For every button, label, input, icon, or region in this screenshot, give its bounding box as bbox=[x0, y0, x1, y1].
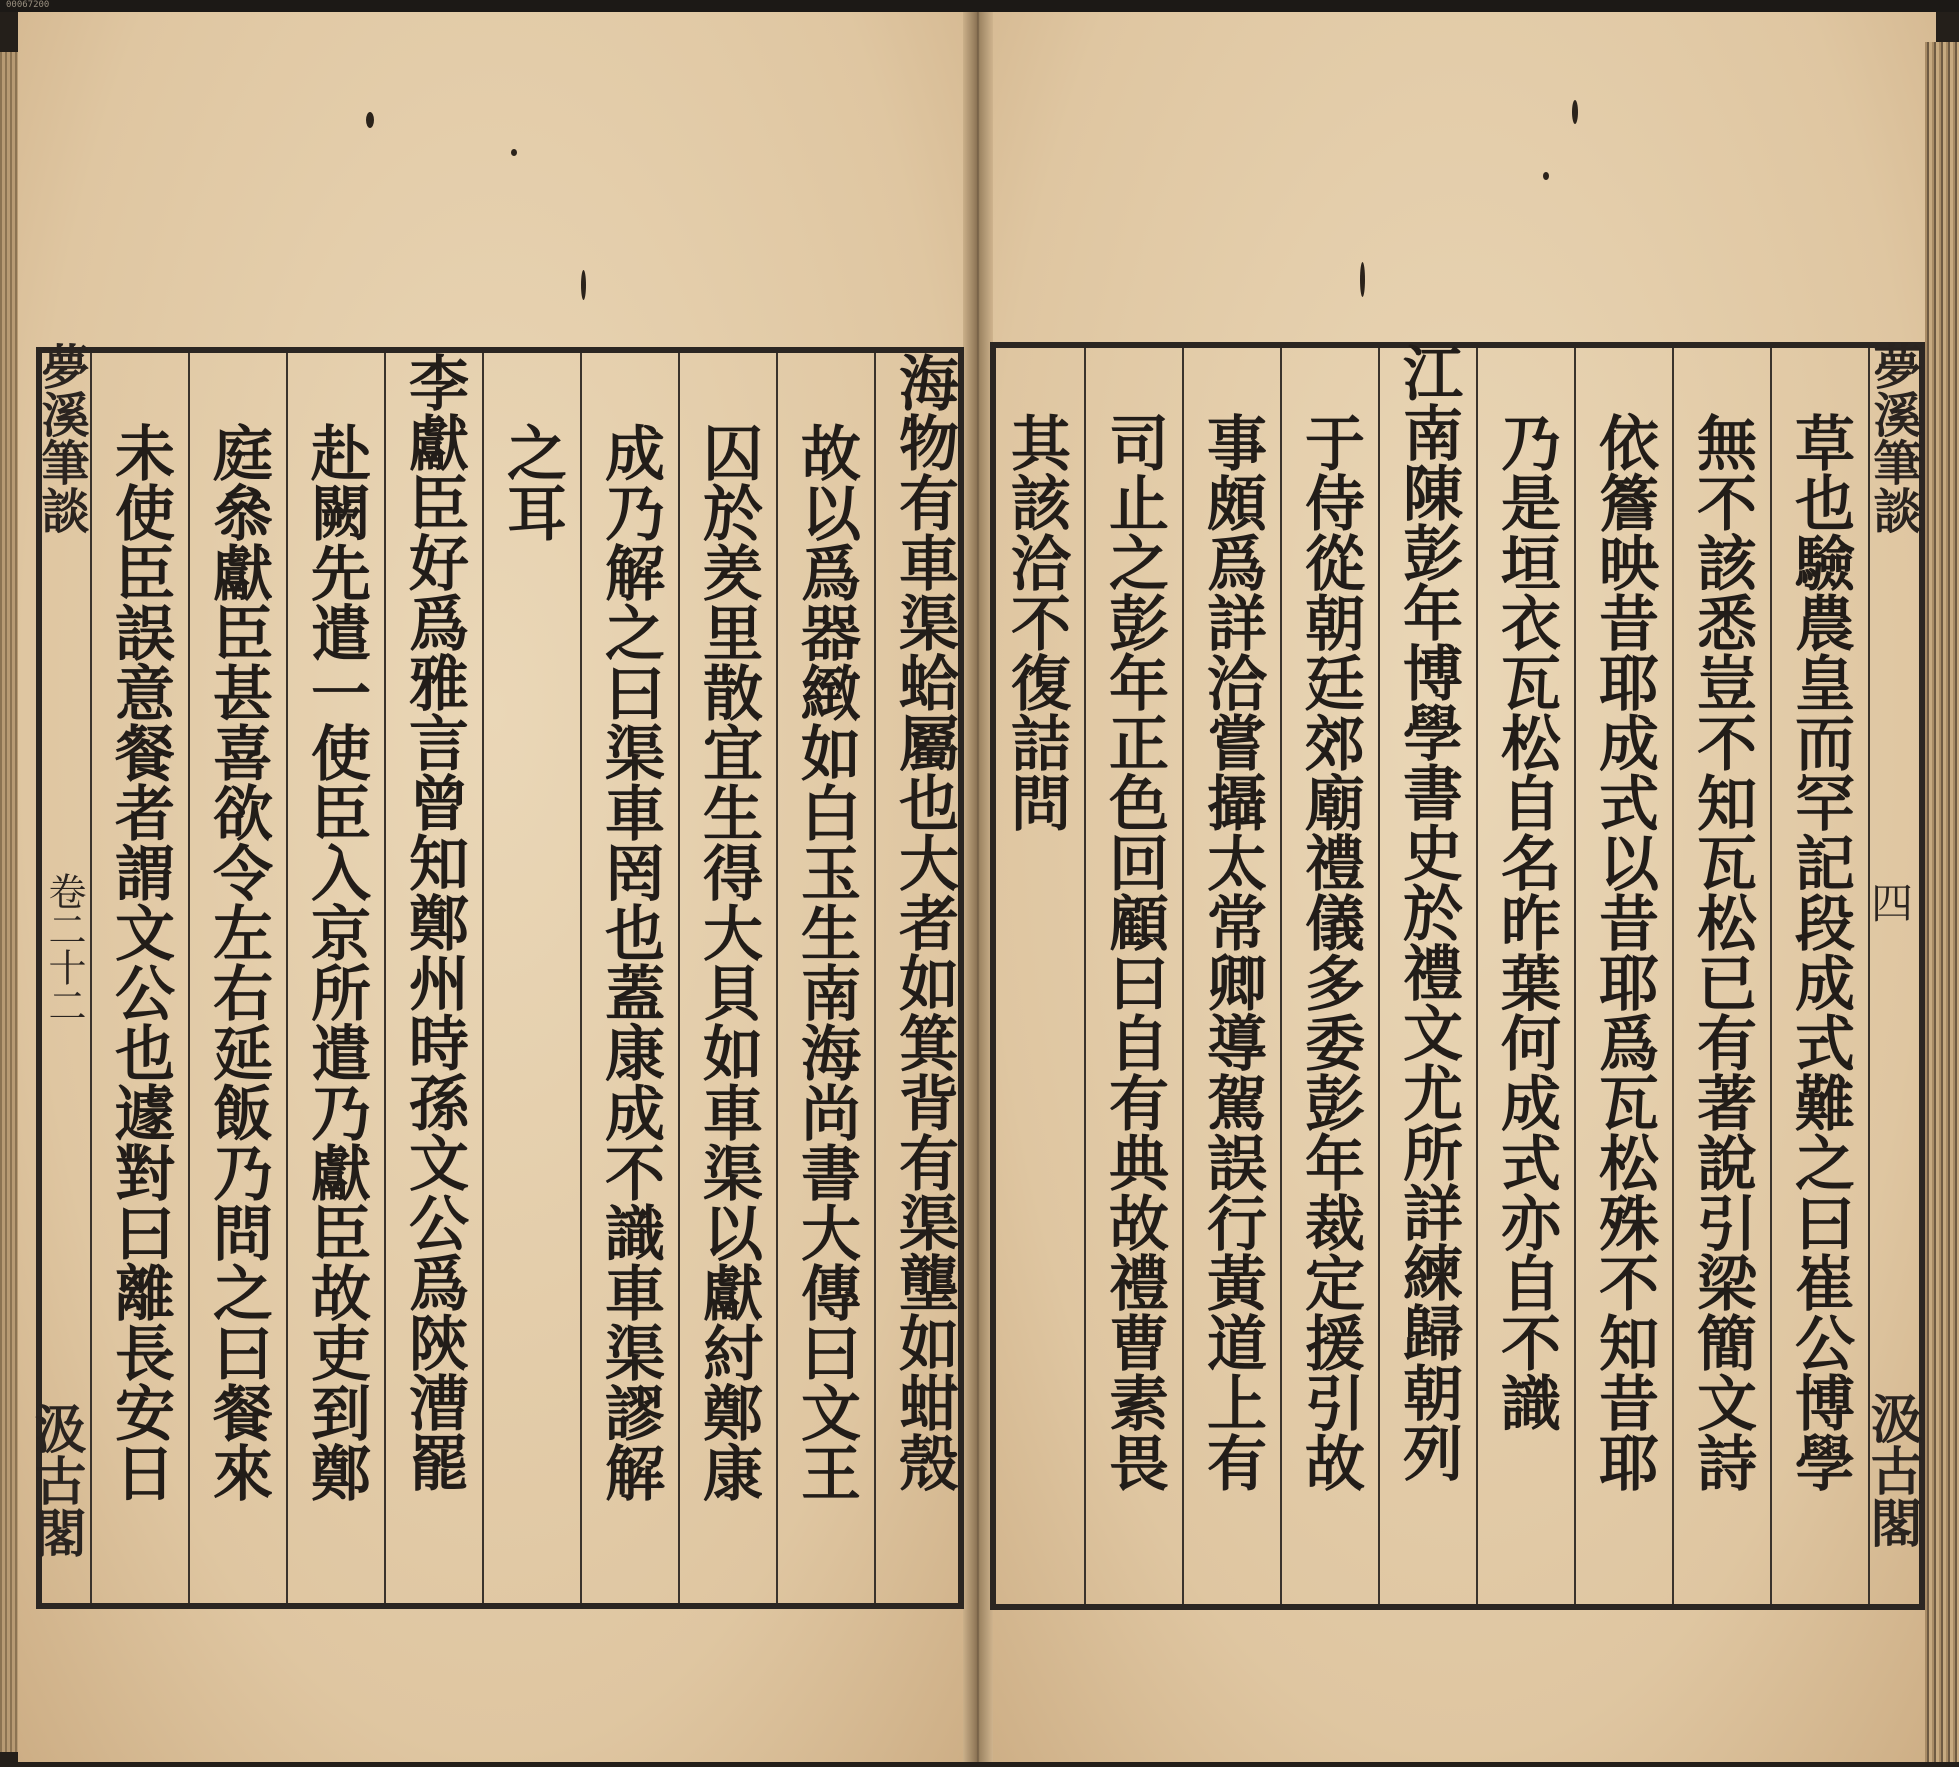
text-column bbox=[1388, 342, 1468, 1482]
column-rule bbox=[1280, 348, 1282, 1604]
text-column bbox=[590, 422, 670, 1502]
column-rule bbox=[188, 353, 190, 1603]
column-text: 草也驗農皇而罕記段成式難之曰崔公博學 bbox=[1785, 412, 1855, 1492]
column-text: 成乃解之曰渠車罔也蓋康成不識車渠謬解 bbox=[595, 422, 665, 1502]
right-page-edge bbox=[1925, 42, 1959, 1762]
wormhole-spot bbox=[1360, 262, 1365, 297]
column-rule bbox=[1672, 348, 1674, 1604]
text-column bbox=[1486, 412, 1566, 1432]
column-rule bbox=[874, 353, 876, 1603]
column-text: 乃是垣衣瓦松自名昨葉何成式亦自不識 bbox=[1491, 412, 1561, 1432]
text-column bbox=[786, 422, 866, 1502]
margin-title-text: 夢溪筆談 bbox=[33, 342, 89, 534]
text-column bbox=[1290, 412, 1370, 1492]
wormhole-spot bbox=[366, 112, 374, 128]
wormhole-spot bbox=[1543, 172, 1549, 180]
left-margin-title bbox=[33, 342, 89, 534]
margin-title-text: 夢溪筆談 bbox=[1865, 342, 1921, 534]
book-spread bbox=[0, 12, 1959, 1767]
column-text: 未使臣誤意餐者謂文公也遽對曰離長安日 bbox=[105, 422, 175, 1502]
column-rule bbox=[384, 353, 386, 1603]
column-rule bbox=[1182, 348, 1184, 1604]
right-margin-title bbox=[1865, 342, 1921, 534]
left-margin-bottom bbox=[25, 1402, 86, 1558]
column-rule bbox=[90, 353, 92, 1603]
column-rule bbox=[1770, 348, 1772, 1604]
column-text: 依簷映昔耶成式以昔耶爲瓦松殊不知昔耶 bbox=[1589, 412, 1659, 1492]
left-margin-juan bbox=[44, 872, 84, 1024]
column-rule bbox=[678, 353, 680, 1603]
column-text: 無不該悉豈不知瓦松已有著說引梁簡文詩 bbox=[1687, 412, 1757, 1492]
column-text: 庭叅獻臣甚喜欲令左右延飯乃問之曰餐來 bbox=[203, 422, 273, 1502]
scan-top-bar bbox=[0, 0, 1959, 12]
right-margin-page bbox=[1871, 879, 1914, 928]
text-column bbox=[492, 422, 572, 542]
text-column bbox=[996, 412, 1076, 832]
column-text: 之耳 bbox=[497, 422, 567, 542]
text-column bbox=[1780, 412, 1860, 1492]
column-text: 司止之彭年正色回顧曰自有典故禮曹素畏 bbox=[1099, 412, 1169, 1492]
book-gutter bbox=[963, 12, 993, 1762]
text-column bbox=[884, 352, 964, 1492]
column-rule bbox=[286, 353, 288, 1603]
text-column bbox=[394, 352, 474, 1492]
image-id-label: 00067200 bbox=[6, 0, 50, 10]
column-text: 囚於羑里散宜生得大貝如車渠以獻紂鄭康 bbox=[693, 422, 763, 1502]
wormhole-spot bbox=[1572, 100, 1578, 124]
text-column bbox=[688, 422, 768, 1502]
margin-bottom-text: 汲古閣 bbox=[1861, 1392, 1922, 1548]
text-column bbox=[198, 422, 278, 1502]
column-rule bbox=[1574, 348, 1576, 1604]
column-text: 李獻臣好爲雅言曾知鄭州時孫文公爲陝漕罷 bbox=[399, 352, 469, 1492]
margin-bottom-text: 汲古閣 bbox=[25, 1402, 86, 1558]
text-column bbox=[1584, 412, 1664, 1492]
margin-juan-text: 卷二十二 bbox=[42, 872, 86, 1024]
column-text: 赴闕先遣一使臣入京所遣乃獻臣故吏到鄭 bbox=[301, 422, 371, 1502]
column-rule bbox=[1476, 348, 1478, 1604]
column-text: 于侍從朝廷郊廟禮儀多委彭年裁定援引故 bbox=[1295, 412, 1365, 1492]
column-text: 海物有車渠蛤屬也大者如箕背有渠壟如蚶殼 bbox=[889, 352, 959, 1492]
column-rule bbox=[482, 353, 484, 1603]
text-column bbox=[1682, 412, 1762, 1492]
column-rule bbox=[580, 353, 582, 1603]
column-text: 故以爲器緻如白玉生南海尚書大傳曰文王 bbox=[791, 422, 861, 1502]
margin-page-text: 四 bbox=[1871, 879, 1914, 928]
wormhole-spot bbox=[511, 149, 517, 156]
column-text: 江南陳彭年博學書史於禮文尤所詳練歸朝列 bbox=[1393, 342, 1463, 1482]
column-rule bbox=[776, 353, 778, 1603]
right-margin-bottom bbox=[1861, 1392, 1922, 1548]
text-column bbox=[1094, 412, 1174, 1492]
column-rule bbox=[1378, 348, 1380, 1604]
column-rule bbox=[1084, 348, 1086, 1604]
column-text: 事頗爲詳洽嘗攝太常卿導駕誤行黃道上有 bbox=[1197, 412, 1267, 1492]
text-column bbox=[1192, 412, 1272, 1492]
text-column bbox=[296, 422, 376, 1502]
text-column bbox=[100, 422, 180, 1502]
wormhole-spot bbox=[581, 270, 586, 300]
column-text: 其該洽不復詰問 bbox=[1001, 412, 1071, 832]
